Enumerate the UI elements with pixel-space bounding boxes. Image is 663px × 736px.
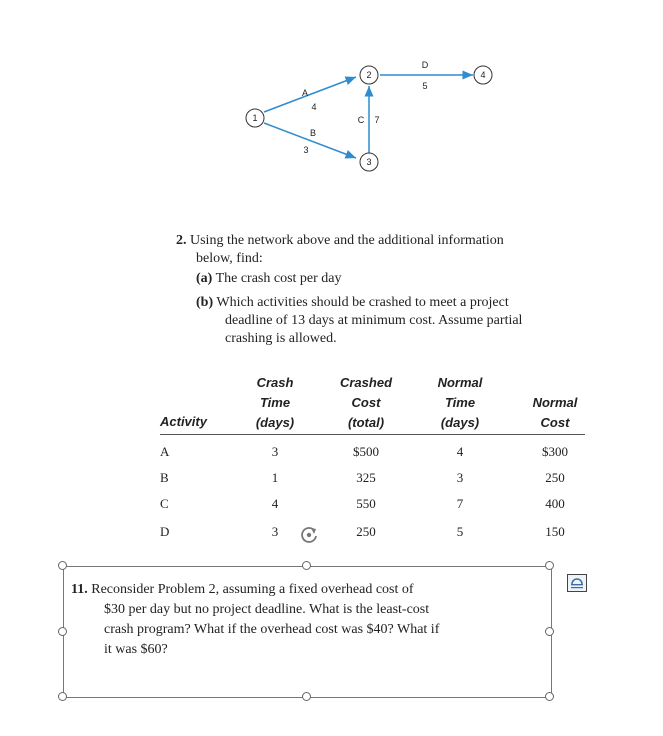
cell-activity: B [160, 470, 169, 485]
part-b-label: (b) [196, 295, 214, 310]
part-a-text: The crash cost per day [215, 271, 342, 286]
problem-11-line4: it was $60? [104, 642, 168, 657]
header-crashed-cost-3: (total) [347, 415, 385, 430]
resize-handle-top-center[interactable] [302, 561, 311, 570]
resize-handle-bottom-center[interactable] [302, 692, 311, 701]
node-3-label: 3 [366, 157, 372, 167]
header-normal-cost-1: Normal [532, 395, 578, 410]
rotate-icon[interactable] [298, 524, 320, 546]
node-2 [360, 66, 378, 84]
part-a [196, 270, 342, 288]
node-1 [246, 109, 264, 127]
cell-normal-cost: $300 [542, 444, 568, 459]
header-crashed-cost-1: Crashed [339, 375, 393, 390]
layout-options-icon[interactable] [567, 574, 587, 592]
problem-2-text-line2: below, find: [196, 251, 263, 266]
problem-2-number: 2. [176, 233, 187, 248]
cell-crashed-cost: $500 [353, 444, 379, 459]
edge-d-activity: D [421, 60, 429, 70]
header-crashed-cost [326, 373, 406, 433]
cell-crashed-cost: 325 [356, 470, 376, 485]
problem-11-line1: Reconsider Problem 2, assuming a fixed overhead cost of [91, 582, 414, 597]
header-normal-time [420, 373, 500, 433]
problem-2-text-line1: Using the network above and the additional information [190, 233, 504, 248]
header-normal-time-3: (days) [440, 415, 480, 430]
problem-11-number: 11. [71, 582, 88, 597]
edge-c-duration: 7 [374, 115, 380, 125]
node-1-label: 1 [252, 113, 258, 123]
node-4-label: 4 [480, 70, 486, 80]
edge-d-duration: 5 [422, 81, 428, 91]
problem-11[interactable] [71, 580, 526, 660]
cell-normal-cost: 400 [545, 496, 565, 511]
header-normal-time-2: Time [444, 395, 476, 410]
cell-normal-cost: 250 [545, 470, 565, 485]
node-4 [474, 66, 492, 84]
table-header-rule [160, 434, 585, 435]
resize-handle-middle-right[interactable] [545, 627, 554, 636]
cell-normal-time: 3 [456, 470, 464, 485]
resize-handle-top-right[interactable] [545, 561, 554, 570]
node-3 [360, 153, 378, 171]
part-b-line3: crashing is allowed. [225, 331, 337, 346]
edge-c-activity: C [357, 115, 365, 125]
node-2-label: 2 [366, 70, 372, 80]
header-crashed-cost-2: Cost [351, 395, 381, 410]
header-normal-cost-2: Cost [540, 415, 570, 430]
cell-crash-time: 3 [271, 444, 279, 459]
cell-normal-time: 5 [456, 524, 464, 539]
part-b-line2: deadline of 13 days at minimum cost. Assume partial [225, 313, 523, 328]
header-normal-cost [515, 393, 595, 433]
header-activity: Activity [160, 414, 207, 429]
part-b [196, 294, 586, 348]
part-b-line1: Which activities should be crashed to meet a project [216, 295, 509, 310]
cell-activity: A [160, 444, 170, 459]
edge-a-activity: A [301, 88, 309, 98]
part-a-label: (a) [196, 271, 213, 286]
cell-activity: D [160, 524, 170, 539]
cell-crashed-cost: 550 [356, 496, 376, 511]
resize-handle-bottom-left[interactable] [58, 692, 67, 701]
cell-normal-cost: 150 [545, 524, 565, 539]
cell-crash-time: 3 [271, 524, 279, 539]
resize-handle-bottom-right[interactable] [545, 692, 554, 701]
cell-crashed-cost: 250 [356, 524, 376, 539]
resize-handle-top-left[interactable] [58, 561, 67, 570]
network-diagram [0, 0, 663, 200]
problem-2 [176, 232, 576, 268]
cell-crash-time: 4 [271, 496, 279, 511]
cell-activity: C [160, 496, 169, 511]
problem-11-line2: $30 per day but no project deadline. What is the least-cost [104, 602, 430, 617]
edge-b-activity: B [309, 128, 317, 138]
resize-handle-middle-left[interactable] [58, 627, 67, 636]
header-crash-time-2: Time [259, 395, 291, 410]
edge-a-duration: 4 [311, 102, 317, 112]
header-crash-time-1: Crash [256, 375, 294, 390]
cell-normal-time: 7 [456, 496, 464, 511]
header-crash-time-3: (days) [255, 415, 295, 430]
cell-normal-time: 4 [456, 444, 464, 459]
problem-11-line3: crash program? What if the overhead cost was $40? What if [104, 622, 440, 637]
edge-a [264, 77, 356, 112]
header-normal-time-1: Normal [437, 375, 483, 390]
cell-crash-time: 1 [271, 470, 279, 485]
edge-b-duration: 3 [303, 145, 309, 155]
header-crash-time [240, 373, 310, 433]
